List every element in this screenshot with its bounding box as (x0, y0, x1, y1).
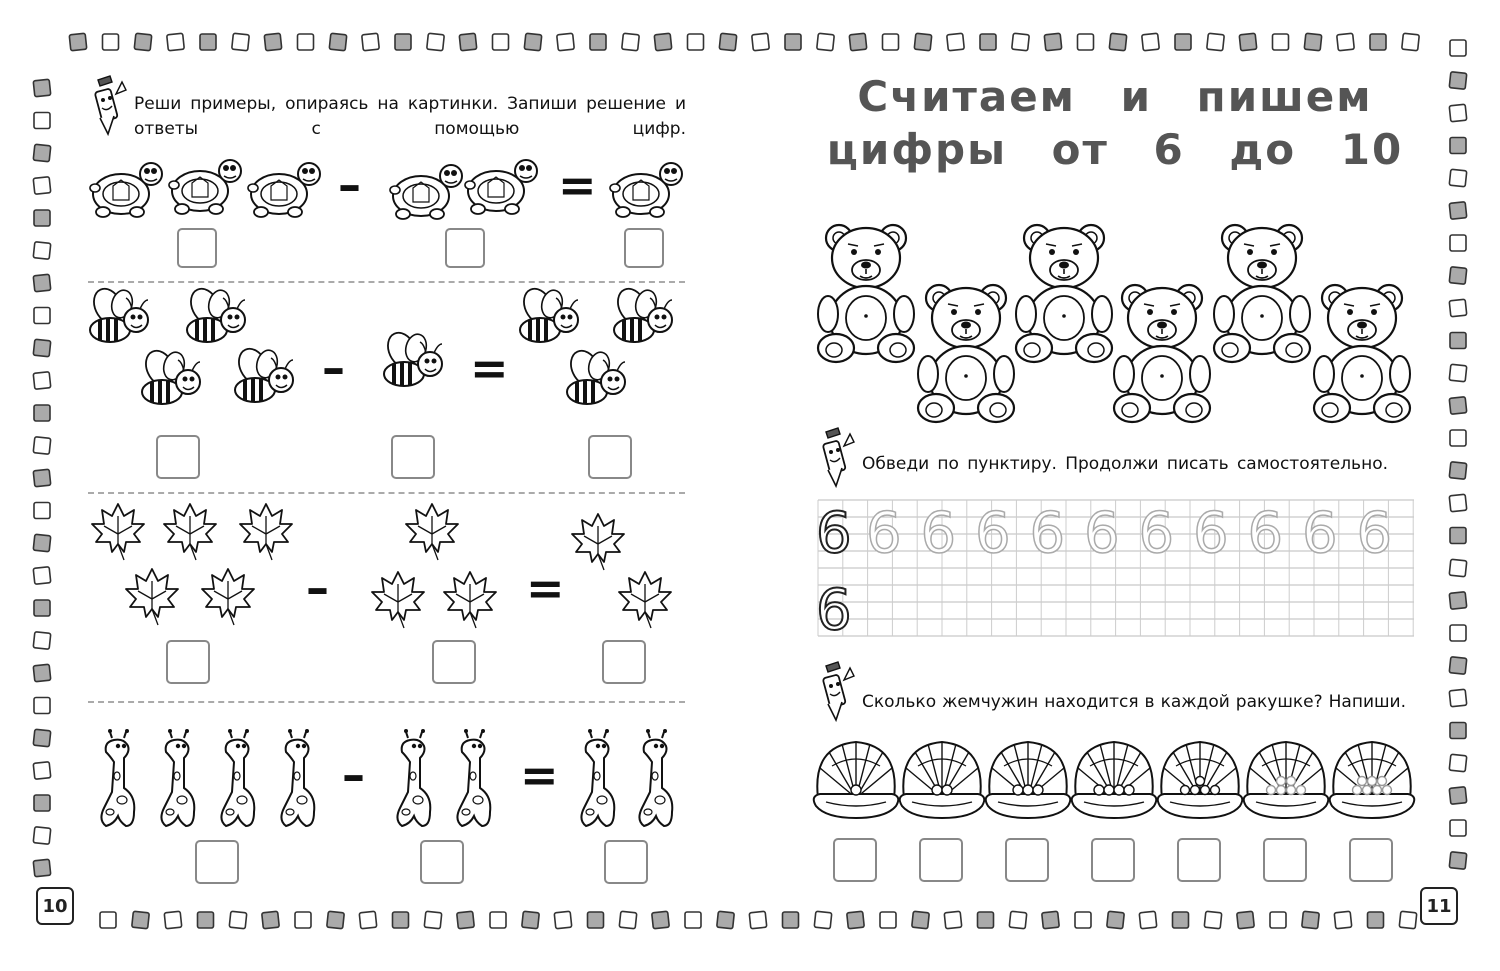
trace-digit-dashed: 6 (1247, 501, 1284, 566)
border-square-icon (33, 762, 51, 780)
border-square-icon (33, 859, 51, 877)
border-square-icon (1450, 235, 1466, 251)
answer-box[interactable] (1177, 838, 1221, 882)
border-square-icon (1450, 723, 1466, 739)
border-square-icon (295, 912, 311, 928)
border-square-icon (717, 911, 735, 929)
border-square-icon (33, 632, 51, 650)
shell-icon (900, 742, 985, 818)
minus-sign: – (342, 748, 365, 802)
border-square-icon (229, 911, 247, 929)
border-square-icon (33, 242, 51, 260)
pearl (1287, 786, 1296, 795)
border-square-icon (524, 33, 542, 51)
border-square-icon (1450, 333, 1466, 349)
border-square-icon (1139, 911, 1157, 929)
trace-digit-dashed: 6 (920, 501, 957, 566)
border-square-icon (847, 911, 865, 929)
border-square-icon (1450, 40, 1466, 56)
page-number-right: 11 (1420, 887, 1458, 925)
border-square-icon (33, 664, 51, 682)
border-square-icon (1204, 911, 1222, 929)
pearl (1368, 777, 1377, 786)
pearl (1033, 785, 1043, 795)
border-square-icon (359, 911, 377, 929)
shell-row (814, 742, 1415, 818)
border-square-icon (33, 339, 51, 357)
border-square-icon (1449, 169, 1467, 187)
answer-box[interactable] (1349, 838, 1393, 882)
trace-digit-dashed: 6 (866, 501, 902, 566)
border-square-icon (1012, 33, 1030, 51)
border-square-icon (557, 33, 575, 51)
border-square-icon (1449, 462, 1467, 480)
pencil-mascot-icon (823, 662, 854, 720)
pearl (851, 785, 861, 795)
pearl (932, 785, 942, 795)
border-square-icon (200, 34, 216, 50)
border-square-icon (100, 912, 116, 928)
pearl (1378, 777, 1387, 786)
pearl (1277, 786, 1286, 795)
border-square-icon (262, 911, 280, 929)
border-square-icon (1450, 820, 1466, 836)
pearl (1363, 786, 1372, 795)
trace-digit-dashed: 6 (1302, 501, 1338, 566)
border-square-icon (69, 33, 87, 51)
border-square-icon (1449, 72, 1467, 90)
answer-box[interactable] (602, 640, 646, 684)
border-square-icon (1334, 911, 1352, 929)
border-square-icon (427, 33, 445, 51)
border-square-icon (654, 33, 672, 51)
answer-box[interactable] (195, 840, 239, 884)
border-square-icon (622, 33, 640, 51)
answer-box[interactable] (1005, 838, 1049, 882)
border-square-icon (1449, 299, 1467, 317)
border-square-icon (33, 437, 51, 455)
border-square-icon (1337, 33, 1355, 51)
border-square-icon (33, 372, 51, 390)
shell-icon (1072, 742, 1157, 818)
pearl (1358, 777, 1367, 786)
border-square-icon (554, 911, 572, 929)
trace-digit-solid: 6 (816, 501, 852, 566)
border-square-icon (393, 912, 409, 928)
border-square-icon (522, 911, 540, 929)
shell-instruction: Сколько жемчужин находится в каждой ракушке? Напиши. (862, 692, 1406, 712)
trace-digit-dashed: 6 (1084, 501, 1120, 566)
border-square-icon (1449, 202, 1467, 220)
pencil-mascot-icon (95, 76, 126, 134)
answer-box[interactable] (919, 838, 963, 882)
border-square-icon (34, 113, 50, 129)
border-square-icon (1042, 911, 1060, 929)
border-square-icon (880, 912, 896, 928)
border-square-icon (34, 210, 50, 226)
border-square-icon (1237, 911, 1255, 929)
border-square-icon (1449, 657, 1467, 675)
border-square-icon (1449, 104, 1467, 122)
border-square-icon (590, 34, 606, 50)
answer-box[interactable] (624, 228, 664, 268)
border-square-icon (232, 33, 250, 51)
border-square-icon (164, 911, 182, 929)
border-square-icon (817, 33, 835, 51)
border-square-icon (33, 534, 51, 552)
pearl (1267, 786, 1276, 795)
border-square-icon (1109, 33, 1127, 51)
border-square-icon (1450, 625, 1466, 641)
row-divider (88, 281, 685, 283)
answer-box[interactable] (156, 435, 200, 479)
page-number-left: 10 (36, 887, 74, 925)
pearl (1104, 785, 1114, 795)
border-square-icon (619, 911, 637, 929)
pearl (1196, 777, 1205, 786)
border-square-icon (749, 911, 767, 929)
border-square-icon (752, 33, 770, 51)
border-square-icon (1368, 912, 1384, 928)
equals-sign: = (526, 561, 565, 615)
answer-box[interactable] (391, 435, 435, 479)
equals-sign: = (558, 158, 597, 212)
pearl (1277, 777, 1286, 786)
pearl (1023, 785, 1033, 795)
border-square-icon (33, 729, 51, 747)
border-square-icon (1044, 33, 1062, 51)
border-square-icon (1370, 34, 1386, 50)
border-square-icon (167, 33, 185, 51)
border-square-icon (33, 274, 51, 292)
border-square-icon (134, 33, 152, 51)
minus-sign: – (338, 158, 361, 212)
border-square-icon (34, 795, 50, 811)
pearl (1094, 785, 1104, 795)
border-square-icon (914, 33, 932, 51)
answer-box[interactable] (1091, 838, 1135, 882)
pearl (1201, 786, 1210, 795)
answer-box[interactable] (588, 435, 632, 479)
border-square-icon (1402, 33, 1420, 51)
border-square-icon (1173, 912, 1189, 928)
answer-box[interactable] (166, 640, 210, 684)
border-square-icon (1449, 852, 1467, 870)
border-square-icon (1273, 34, 1289, 50)
border-square-icon (34, 308, 50, 324)
border-square-icon (1449, 494, 1467, 512)
pearl (1191, 786, 1200, 795)
border-square-icon (814, 911, 832, 929)
border-square-icon (883, 34, 899, 50)
equals-sign: = (520, 748, 559, 802)
leaf-row (92, 504, 671, 628)
answer-box[interactable] (445, 228, 485, 268)
border-square-icon (198, 912, 214, 928)
pearl (1383, 786, 1392, 795)
answer-box[interactable] (604, 840, 648, 884)
border-square-icon (34, 698, 50, 714)
bear-group (818, 225, 1410, 422)
border-square-icon (1304, 33, 1322, 51)
border-square-icon (103, 34, 119, 50)
border-square-icon (719, 33, 737, 51)
border-square-icon (685, 912, 701, 928)
border-square-icon (1302, 911, 1320, 929)
border-square-icon (849, 33, 867, 51)
trace-digit-solid: 6 (816, 578, 852, 643)
border-square-icon (1449, 787, 1467, 805)
minus-sign: – (306, 561, 329, 615)
border-square-icon (912, 911, 930, 929)
page-title-line1: Считаем и пишем (857, 72, 1373, 121)
border-square-icon (783, 912, 799, 928)
shell-icon (986, 742, 1071, 818)
minus-sign: – (322, 341, 345, 395)
border-square-icon (652, 911, 670, 929)
pearl (1013, 785, 1023, 795)
border-square-icon (327, 911, 345, 929)
answer-box[interactable] (420, 840, 464, 884)
border-square-icon (1449, 754, 1467, 772)
border-square-icon (33, 177, 51, 195)
pearl (1181, 786, 1190, 795)
border-square-icon (1450, 138, 1466, 154)
border-square-icon (1239, 33, 1257, 51)
trace-digit-dashed: 6 (1356, 501, 1393, 566)
border-square-icon (1399, 911, 1417, 929)
border-square-icon (978, 912, 994, 928)
border-square-icon (395, 34, 411, 50)
pearl (942, 785, 952, 795)
bee-row (89, 284, 672, 404)
border-square-icon (1450, 430, 1466, 446)
border-square-icon (1175, 34, 1191, 50)
giraffe-row (101, 729, 672, 826)
border-square-icon (33, 469, 51, 487)
border-square-icon (1075, 912, 1091, 928)
border-square-icon (1449, 364, 1467, 382)
answer-box[interactable] (1263, 838, 1307, 882)
border-square-icon (1142, 33, 1160, 51)
border-square-icon (1107, 911, 1125, 929)
border-square-icon (424, 911, 442, 929)
border-square-icon (33, 79, 51, 97)
border-square-icon (1449, 689, 1467, 707)
pearl (1211, 786, 1220, 795)
border-square-icon (1078, 34, 1094, 50)
border-square-icon (457, 911, 475, 929)
pearl (1373, 786, 1382, 795)
trace-instruction: Обведи по пунктиру. Продолжи писать самостоятельно. (862, 454, 1388, 474)
equals-sign: = (470, 341, 509, 395)
border-square-icon (34, 503, 50, 519)
border-square-icon (132, 911, 150, 929)
answer-box[interactable] (833, 838, 877, 882)
border-square-icon (1449, 267, 1467, 285)
pearl (1297, 786, 1306, 795)
left-instruction: Реши примеры, опираясь на картинки. Запиши решение и ответы с помощью цифр. (134, 94, 686, 139)
trace-digit-dashed: 6 (1029, 501, 1066, 566)
pearl (1114, 785, 1124, 795)
border-square-icon (1449, 592, 1467, 610)
row-divider (88, 492, 685, 494)
shell-icon (814, 742, 899, 818)
border-square-icon (1449, 559, 1467, 577)
border-square-icon (362, 33, 380, 51)
border-square-icon (947, 33, 965, 51)
border-square-icon (264, 33, 282, 51)
answer-box[interactable] (177, 228, 217, 268)
border-square-icon (33, 144, 51, 162)
answer-box[interactable] (432, 640, 476, 684)
pencil-mascot-icon (823, 428, 854, 486)
border-square-icon (1450, 528, 1466, 544)
border-square-icon (1270, 912, 1286, 928)
pearl (1124, 785, 1134, 795)
trace-digit-dashed: 6 (975, 501, 1011, 566)
pearl (1353, 786, 1362, 795)
border-square-icon (490, 912, 506, 928)
pearl (1287, 777, 1296, 786)
border-square-icon (34, 405, 50, 421)
border-square-icon (588, 912, 604, 928)
border-square-icon (980, 34, 996, 50)
border-square-icon (1449, 397, 1467, 415)
border-square-icon (33, 827, 51, 845)
trace-digit-dashed: 6 (1138, 501, 1175, 566)
page-title-line2: цифры от 6 до 10 (826, 125, 1404, 174)
row-divider (88, 701, 685, 703)
border-square-icon (785, 34, 801, 50)
trace-digit-dashed: 6 (1193, 501, 1229, 566)
border-square-icon (493, 34, 509, 50)
border-square-icon (1207, 33, 1225, 51)
border-square-icon (34, 600, 50, 616)
border-square-icon (944, 911, 962, 929)
border-square-icon (33, 567, 51, 585)
border-square-icon (459, 33, 477, 51)
border-square-icon (329, 33, 347, 51)
border-square-icon (298, 34, 314, 50)
border-square-icon (1009, 911, 1027, 929)
border-square-icon (688, 34, 704, 50)
